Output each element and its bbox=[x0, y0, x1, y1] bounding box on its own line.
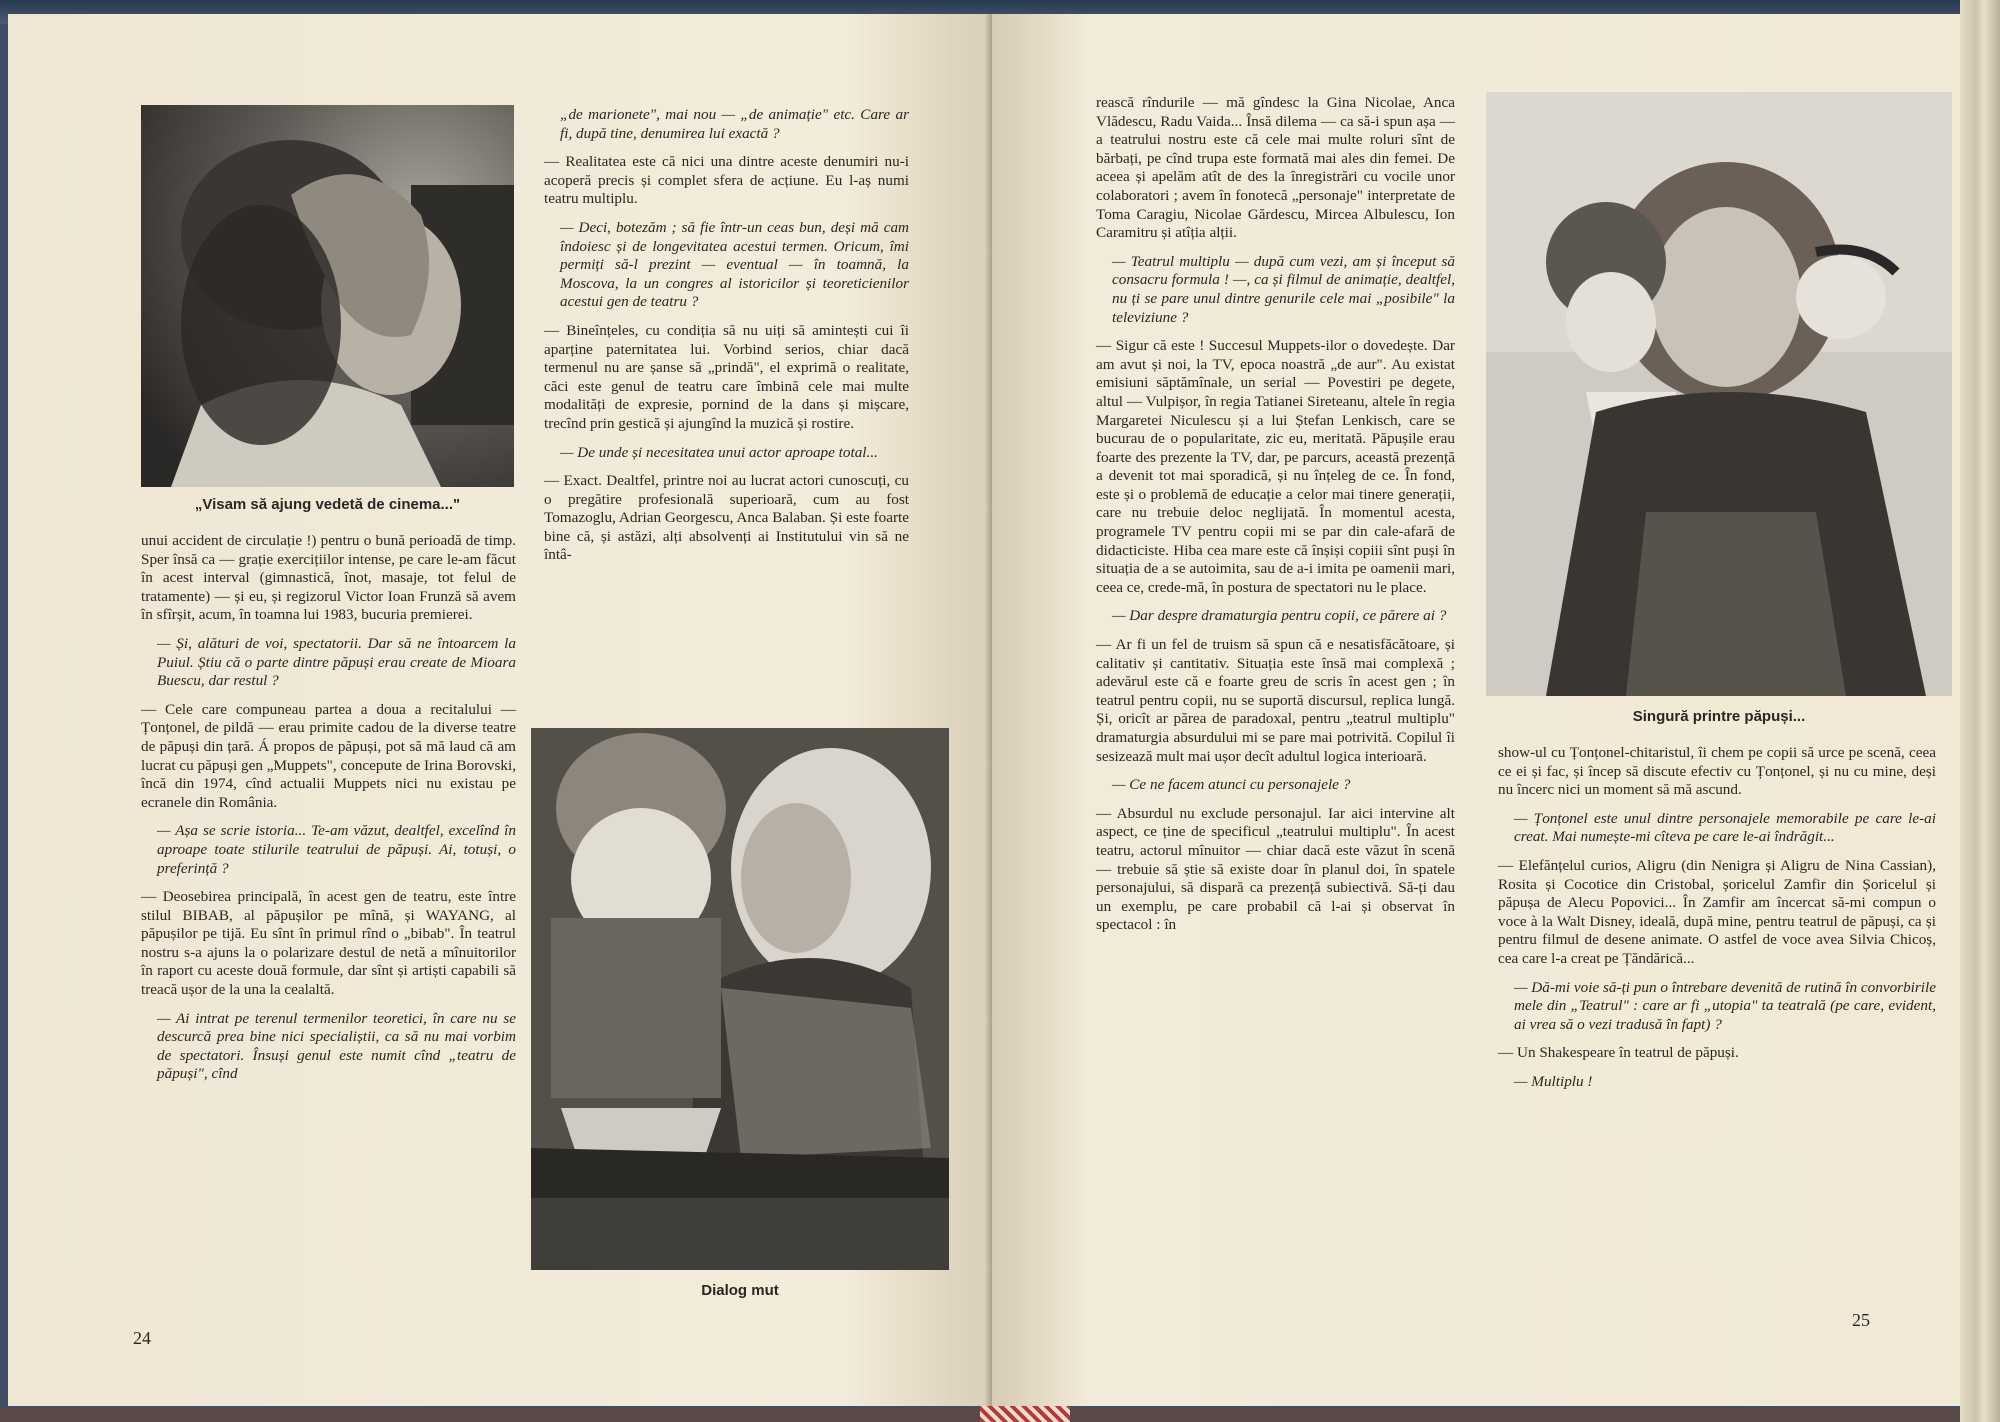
interview-question: — Deci, botezăm ; să fie într-un ceas bun, deși mă cam îndoiesc și de longevitatea acestui termen. Oricum, îmi permiți să-l prezint — eventual — în toamnă, la Moscova, la un congres al istoricilor și teoreticienilor acestui gen de teatru ? bbox=[560, 218, 909, 311]
photo2-caption: Dialog mut bbox=[701, 1282, 779, 1299]
interview-question: — Ce ne facem atunci cu personajele ? bbox=[1112, 776, 1351, 794]
left-column-2 bbox=[544, 106, 909, 575]
photo1-caption: „Visam să ajung vedetă de cinema..." bbox=[194, 496, 461, 513]
interview-answer: — Ar fi un fel de truism să spun că e nesatisfăcătoare, și calitativ și cantitativ. Situația este însă mai complexă ; adevărul este că e foarte greu de scris în acest gen ; în teatrul pentru copii, nu se suportă discursul, replica lungă. Și, oricît ar părea de paradoxal, pentru „teatrul multiplu" dramaturgia absurdului mi se pare mai potrivită. Copilul îi sesizează mult mai ușor decît adultul logica interioară. bbox=[1096, 636, 1455, 765]
photo-dialog-puppet bbox=[531, 728, 949, 1270]
interview-question: — Ai intrat pe terenul termenilor teoretici, în care nu se descurcă prea bine nici specialiștii, ca să nu mai vorbim de spectatori. Însuși genul este numit cînd „teatru de păpuși", cînd bbox=[157, 1009, 516, 1083]
interview-answer: — Bineînțeles, cu condiția să nu uiți să amintești cui îi aparține paternitatea lui. Vorbind serios, chiar dacă termenul nu are șanse să „prindă", el exprimă o realitate, căci este genul de teatru care îmbină cele mai multe modalități de expresie, pornind de la dans și mișcare, trecînd prin gestică și ajungînd la muzică și rostire. bbox=[544, 321, 909, 432]
interview-answer: — Deosebirea principală, în acest gen de teatru, este între stilul BIBAB, al păpușilor pe mînă, și WAYANG, al păpușilor pe tijă. Eu sînt în primul rînd o „bibab". În teatrul nostru s-a ajuns la o polarizare destul de netă a mînuitorilor în raport cu aceste două formule, dar sînt și artiști capabili să treacă ușor de la una la cealaltă. bbox=[141, 888, 516, 999]
interview-answer: — Cele care compuneau partea a doua a recitalului — Țonțonel, de pildă — erau primite cadou de la diverse teatre de păpuși din țară. Á propos de păpuși, pot să mă laud că am lucrat cu păpuși gen „Muppets", concepute de Irina Borovski, încă din 1974, cînd actualii Muppets nici nu existau pe ecranele din România. bbox=[141, 700, 516, 811]
interview-question: — Și, alături de voi, spectatorii. Dar să ne întoarcem la Puiul. Știu că o parte dintre păpuși erau create de Mioara Buescu, dar restul ? bbox=[157, 634, 516, 690]
left-page bbox=[8, 14, 992, 1406]
page-number: 25 bbox=[1852, 1310, 1870, 1330]
right-column-2 bbox=[1498, 744, 1936, 1102]
right-page bbox=[992, 14, 1960, 1406]
interview-answer: unui accident de circulație !) pentru o bună perioadă de timp. Sper însă ca — grație exercițiilor intense, pe care le-am făcut în acest interval (gimnastică, înot, masaje, tot felul de tratamente) — și eu, și regizorul Victor Ioan Frunză să avem în sfîrșit, acum, în toamna lui 1983, bucuria premierei. bbox=[141, 532, 516, 624]
interview-question: — Așa se scrie istoria... Te-am văzut, dealtfel, excelînd în aproape toate stilurile teatrului de păpuși. Ai, totuși, o preferință ? bbox=[157, 822, 516, 877]
interview-question: — De unde și necesitatea unui actor aproape total... bbox=[560, 443, 878, 461]
interview-question: — Dar despre dramaturgia pentru copii, ce părere ai ? bbox=[1112, 607, 1447, 625]
interview-answer: show-ul cu Țonțonel-chitaristul, îi chem pe copii să urce pe scenă, ceea ce ei și fac, și încep să discute efectiv cu Țonțonel, și nu cu mine, deși nu încerc nici un moment să mă ascund. bbox=[1498, 744, 1936, 799]
interview-answer: — Absurdul nu exclude personajul. Iar aici intervine alt aspect, ce ține de specificul „teatrului multiplu". În acest teatru, actorul mînuitor — chiar dacă este văzut în scenă — trebuie să știe să existe doar în planul doi, în spatele personajului, să dispară ca prezență subiectivă. Să-ți dau un exemplu, pe care probabil că l-ai și observat în spectacol : în bbox=[1096, 804, 1455, 934]
interview-question: „de marionete", mai nou — „de animație" etc. Care ar fi, după tine, denumirea lui exactă ? bbox=[560, 106, 909, 142]
page-number: 24 bbox=[133, 1328, 151, 1348]
right-column-1 bbox=[1096, 94, 1455, 945]
interview-answer: — Realitatea este că nici una dintre aceste denumiri nu-i acoperă precis și complet sfera de acțiune. Eu l-aș numi teatru multiplu. bbox=[544, 153, 909, 208]
interview-answer: — Exact. Dealtfel, printre noi au lucrat actori cunoscuți, cu o pregătire profesională superioară, cum au fost Tomazoglu, Adrian Georgescu, Anca Balaban. Și este foarte bine că, și astăzi, alți absolvenți ai Institutului vin să ne întâ- bbox=[544, 472, 909, 564]
interview-answer: — Elefănțelul curios, Aligru (din Nenigra și Aligru de Nina Cassian), Rosita și Cocotice din Cristobal, șoricelul Zamfir din Șoricelul și păpușa de Alecu Popovici... În Zamfir am încercat să-mi compun o voce à la Walt Disney, ideală, după mine, pentru teatrul de păpuși, ca și pentru filmul de desene animate. O astfel de voce avea Silvia Chicoș, cea care l-a creat pe Țăndărică... bbox=[1498, 856, 1936, 967]
interview-answer: — Un Shakespeare în teatrul de păpuși. bbox=[1498, 1044, 1739, 1062]
interview-answer: rească rîndurile — mă gîndesc la Gina Nicolae, Anca Vlădescu, Radu Vaida... Însă dilema — ca să-i spun așa — a teatrului nostru este că cele mai multe roluri sînt de bărbați, pe cînd trupa este formată mai ales din femei. De aceea și apelăm atît de des la înregistrări cu vocile unor colaboratori ; avem în fonotecă „personaje" interpretate de Toma Caragiu, Nicolae Gărdescu, Mircea Albulescu, Ion Caramitru și atîția alții. bbox=[1096, 94, 1455, 242]
page-edges bbox=[1960, 0, 2000, 1422]
interview-answer: — Sigur că este ! Succesul Muppets-ilor o dovedește. Dar am avut și noi, la TV, epoca noastră „de aur". Au existat emisiuni săptămînale, un serial — Povestiri pe degete, altul — Vulpișor, în regia Tatianei Sireteanu, altele în regia Margaretei Niculescu și a lui Ștefan Lenkisch, care se bucurau de o popularitate, zic eu, meritată. Păpușile erau foarte des prezente la TV, dar, pe parcurs, această prezență a devenit tot mai sporadică, și nu înțeleg de ce. În fond, este și o problemă de educație a celor mai tinere generații, care nu trebuie deloc neglijată. În momentul acesta, programele TV pentru copii mi se par din cale-afară de didacticiste. Hiba cea mare este că înșiși copiii sînt puși în situația de a se autoimita, sau de a-i imita pe oamenii mari, ceea ce, crede-mă, în postura de spectatori nu le place. bbox=[1096, 337, 1455, 596]
interview-question: — Teatrul multiplu — după cum vezi, am și început să consacru formula ! —, ca și filmul de animație, dealtfel, nu ți se pare unul dintre genurile cele mai „posibile" la televiziune ? bbox=[1112, 252, 1455, 326]
interview-question: — Țonțonel este unul dintre personajele memorabile pe care le-ai creat. Mai numește-mi cîteva pe care le-ai îndrăgit... bbox=[1514, 809, 1936, 846]
interview-question: — Dă-mi voie să-ți pun o întrebare devenită de rutină în convorbirile mele din „Teatrul" : care ar fi „utopia" ta teatrală (pe care, evident, ai vrea să o vezi tradusă în fapt) ? bbox=[1514, 978, 1936, 1033]
photo-woman-profile bbox=[141, 105, 514, 487]
interview-question: — Multiplu ! bbox=[1514, 1072, 1593, 1090]
left-column-1 bbox=[141, 532, 516, 1094]
photo-woman-with-puppets bbox=[1486, 92, 1952, 696]
photo-caption: Singură printre păpuși... bbox=[1632, 708, 1806, 725]
